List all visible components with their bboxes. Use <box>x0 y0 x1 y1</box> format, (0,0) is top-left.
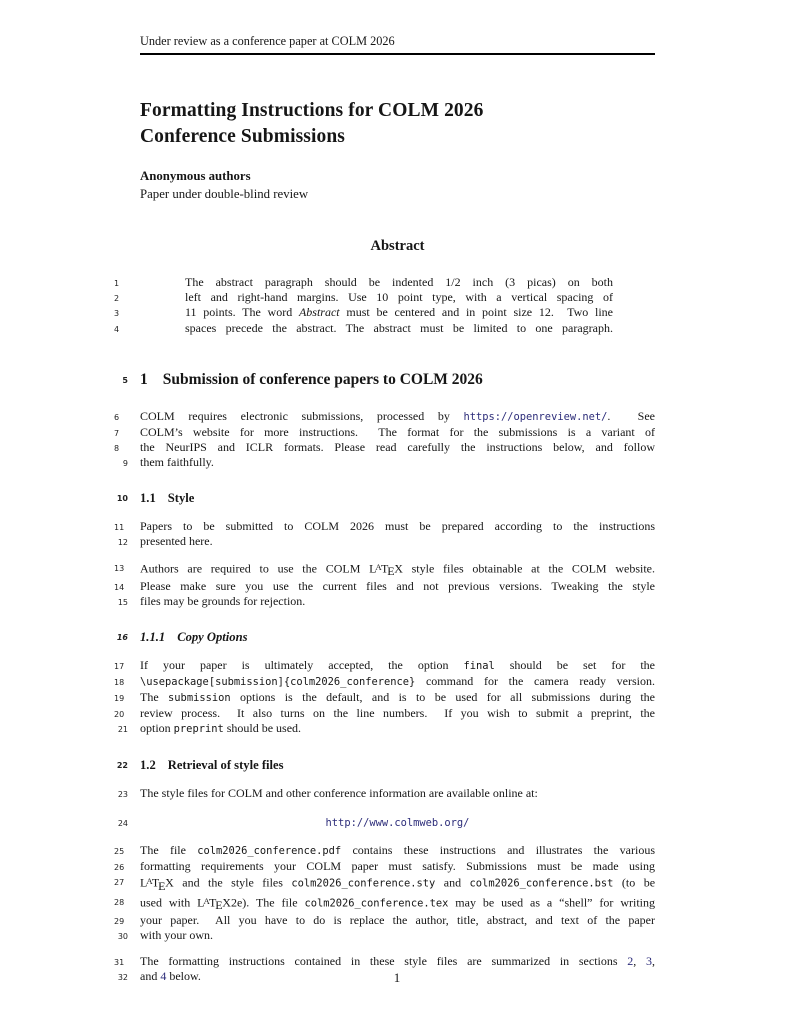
text-line <box>114 954 656 969</box>
section-heading-1.1 <box>116 490 655 506</box>
inline-code: \usepackage[submission]{colm2026_conference} <box>140 676 416 689</box>
paragraph <box>117 786 655 801</box>
line-number: 25 <box>114 847 125 857</box>
heading-title: Style <box>167 490 195 505</box>
heading-title: Retrieval of style files <box>167 758 284 773</box>
line-number: 21 <box>117 725 128 735</box>
text-segment: L <box>140 875 148 890</box>
line-number: 14 <box>114 583 125 593</box>
page-content <box>114 0 656 984</box>
paragraph <box>114 843 656 943</box>
text-segment: may be used as a “shell” for writing <box>448 895 655 910</box>
url-link[interactable]: https://openreview.net/ <box>463 410 608 423</box>
text-segment: the NeurIPS and ICLR formats. Please read carefully the instructions below, and follow <box>140 439 655 454</box>
text-segment: should be used. <box>223 721 302 736</box>
line-number: 27 <box>114 878 125 888</box>
paragraph <box>114 560 655 609</box>
paper-title-line-1: Formatting Instructions for COLM 2026 <box>140 100 484 121</box>
section-heading-1.1.1 <box>116 629 655 645</box>
line-number: 7 <box>114 428 120 438</box>
author-affiliation: Paper under double-blind review <box>140 186 309 201</box>
text-segment: left and right-hand margins. Use 10 point type, with a vertical spacing of <box>185 290 613 305</box>
text-segment: below. <box>166 969 201 984</box>
line-number: 2 <box>114 294 120 304</box>
text-line <box>114 843 655 859</box>
heading-number: 1 <box>140 370 148 388</box>
text-segment: T <box>209 895 217 910</box>
text-segment: command for the camera ready version. <box>415 674 655 689</box>
text-segment: files may be grounds for rejection. <box>140 594 306 609</box>
text-segment: L <box>369 561 377 576</box>
text-line <box>117 533 655 549</box>
text-segment: them faithfully. <box>140 454 214 469</box>
text-line <box>114 859 655 874</box>
latex-logo-sub: E <box>387 564 395 579</box>
text-segment: 11 points. The word <box>185 305 299 320</box>
line-number: 22 <box>116 761 128 771</box>
text-line <box>114 290 613 305</box>
text-segment: spaces precede the abstract. The abstract must be limited to one paragraph. <box>185 320 613 335</box>
text-segment: L <box>197 895 205 910</box>
text-segment: and <box>140 969 161 984</box>
text-line <box>117 594 655 609</box>
text-segment: Please make sure you use the current files and not previous versions. Tweaking the style <box>140 579 655 594</box>
paragraph <box>114 518 655 549</box>
text-line <box>114 579 655 594</box>
line-number: 9 <box>122 458 128 468</box>
section-ref-link[interactable]: 2 <box>627 954 634 969</box>
line-number: 28 <box>114 897 125 907</box>
text-line <box>114 674 655 690</box>
text-segment: and <box>435 875 470 890</box>
text-segment: your paper. All you have to do is replace the author, title, abstract, and text of the paper <box>140 913 655 928</box>
text-line <box>114 690 655 706</box>
text-line <box>114 706 655 721</box>
line-number: 18 <box>114 678 125 688</box>
text-segment: The style files for COLM and other conference information are available online at: <box>140 786 538 801</box>
text-segment: contains these instructions and illustrates the various <box>341 843 655 858</box>
url-link[interactable]: http://www.colmweb.org/ <box>325 817 470 830</box>
inline-code: colm2026_conference.bst <box>469 877 614 890</box>
heading-number: 1.1.1 <box>140 630 166 645</box>
text-line <box>122 454 655 470</box>
text-segment: Authors are required to use the COLM <box>140 561 370 576</box>
line-number: 24 <box>117 819 128 829</box>
inline-code: colm2026_conference.tex <box>304 897 449 910</box>
line-number: 29 <box>114 917 125 927</box>
paper-title-line-2: Conference Submissions <box>140 126 345 147</box>
line-number: 31 <box>114 958 125 968</box>
line-number: 11 <box>114 522 125 532</box>
text-line <box>114 439 655 455</box>
text-segment: If your paper is ultimately accepted, the option <box>140 658 464 673</box>
section-ref-link[interactable]: 3 <box>646 954 653 969</box>
text-line <box>114 518 655 534</box>
text-line <box>117 928 655 943</box>
text-segment: options is the default, and is to be used for all submissions during the <box>230 690 655 705</box>
section-heading-1.2 <box>116 757 655 773</box>
line-number: 19 <box>114 694 125 704</box>
italic-text: Abstract <box>298 305 340 320</box>
text-line <box>117 786 655 801</box>
section-ref-link[interactable]: 4 <box>160 969 167 984</box>
author-name: Anonymous authors <box>140 169 251 183</box>
text-segment: X <box>222 895 231 910</box>
text-line <box>117 721 655 737</box>
text-segment: The abstract paragraph should be indented 1/2 inch (3 picas) on both <box>185 275 613 289</box>
centered-url-line <box>117 815 655 831</box>
page-number: 1 <box>393 970 401 985</box>
text-segment: and the style files <box>173 875 292 890</box>
text-line <box>114 408 655 425</box>
text-segment: must be centered and in point size 12. Two line <box>339 305 614 320</box>
text-line <box>114 894 655 913</box>
abstract-heading: Abstract <box>370 238 425 254</box>
text-segment: COLM requires electronic submissions, processed by <box>140 408 464 423</box>
line-number: 26 <box>114 863 125 873</box>
text-segment: should be set for the <box>494 658 656 673</box>
paragraph <box>114 658 656 737</box>
inline-code: submission <box>168 692 231 705</box>
heading-number: 1.2 <box>140 758 156 773</box>
heading-number: 1.1 <box>140 490 156 505</box>
line-number: 8 <box>114 443 120 453</box>
line-number: 15 <box>117 598 128 608</box>
line-number: 30 <box>117 932 128 942</box>
text-segment: COLM’s website for more instructions. The format for the submissions is a variant of <box>140 424 655 439</box>
text-line <box>114 658 656 674</box>
line-number: 6 <box>114 412 120 422</box>
line-number: 5 <box>122 375 128 385</box>
text-line <box>114 913 655 928</box>
document-blocks <box>114 370 656 984</box>
line-number: 12 <box>117 537 128 547</box>
line-number: 17 <box>114 662 125 672</box>
latex-logo-sup: A <box>375 561 382 572</box>
section-heading-1 <box>122 370 655 389</box>
text-line <box>114 874 656 893</box>
running-head: Under review as a conference paper at COLM 2026 <box>140 34 655 55</box>
latex-logo-sub: E <box>215 898 223 913</box>
heading-title: Copy Options <box>177 630 248 645</box>
inline-code: colm2026_conference.sty <box>291 877 436 890</box>
text-segment: X <box>394 561 403 576</box>
line-number: 10 <box>116 493 128 503</box>
line-number: 23 <box>117 790 128 800</box>
inline-code: final <box>463 660 495 673</box>
text-line <box>114 305 614 320</box>
text-segment: style files obtainable at the COLM website. <box>402 561 655 576</box>
text-segment: presented here. <box>140 533 213 548</box>
text-segment: with your own. <box>140 928 213 943</box>
text-line <box>114 560 655 579</box>
text-line <box>117 815 655 831</box>
text-segment: Papers to be submitted to COLM 2026 must be prepared according to the instructions <box>140 518 655 533</box>
line-number: 32 <box>117 973 128 983</box>
text-segment: T <box>380 561 389 576</box>
text-segment: (to be <box>613 875 656 890</box>
paragraph <box>114 408 655 470</box>
latex-logo-sub: E <box>158 878 166 893</box>
line-number: 4 <box>114 324 120 334</box>
text-segment: , <box>633 954 647 969</box>
text-segment: review process. It also turns on the line numbers. If you wish to submit a preprint, the <box>140 706 655 721</box>
line-number: 13 <box>114 563 125 573</box>
text-segment: 2e). The file <box>230 895 305 910</box>
text-segment: X <box>165 875 174 890</box>
text-segment: The formatting instructions contained in these style files are summarized in sections <box>140 954 628 969</box>
text-segment: formatting requirements your COLM paper must satisfy. Submissions must be made using <box>140 859 655 874</box>
text-segment: option <box>140 721 174 736</box>
line-number: 3 <box>114 309 120 319</box>
text-line <box>114 275 613 290</box>
text-segment: The file <box>140 843 198 858</box>
abstract-body <box>114 275 655 336</box>
authors-block <box>140 168 655 203</box>
line-number: 16 <box>116 633 128 643</box>
latex-logo-sup: A <box>203 895 210 906</box>
text-line <box>114 424 655 440</box>
latex-logo-sup: A <box>146 876 153 887</box>
paper-title <box>140 98 655 150</box>
line-number: 20 <box>114 710 125 720</box>
text-segment: T <box>151 875 160 890</box>
text-segment: The <box>140 690 169 705</box>
text-segment: used with <box>140 895 198 910</box>
text-segment: , <box>652 954 656 969</box>
text-line <box>114 320 613 336</box>
inline-code: preprint <box>173 723 224 736</box>
heading-title: Submission of conference papers to COLM 2026 <box>162 370 483 388</box>
inline-code: colm2026_conference.pdf <box>197 845 342 858</box>
text-segment: . See <box>607 408 655 423</box>
line-number: 1 <box>114 279 120 288</box>
